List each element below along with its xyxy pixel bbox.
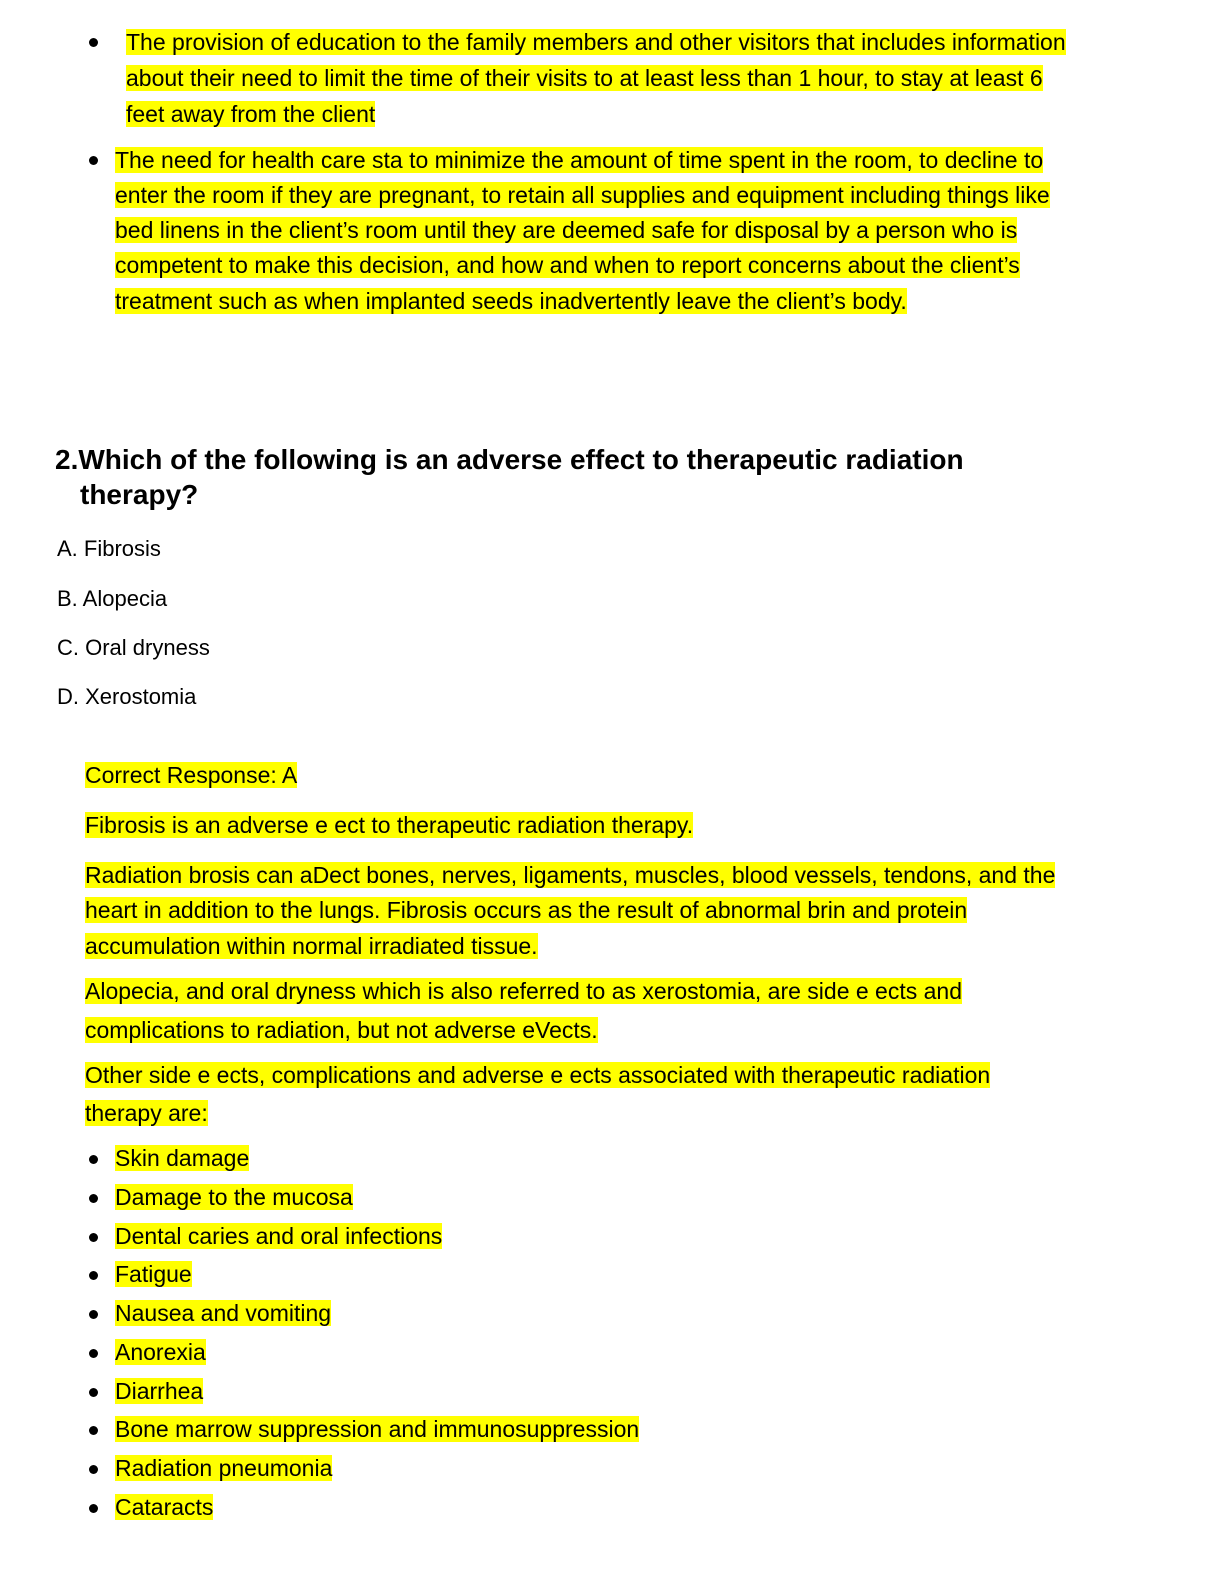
bullet-dot (89, 1465, 98, 1474)
list-item: Bone marrow suppression and immunosuppression (115, 1416, 640, 1442)
bullet-dot (89, 1310, 98, 1319)
option-d: D. Xerostomia (57, 684, 197, 709)
bullet-dot (89, 38, 98, 47)
answer-paragraph: Other side e ects, complications and adverse e ects associated with therapeutic radiation (85, 1062, 991, 1088)
question-text: Which of the following is an adverse effect to therapeutic radiation (78, 444, 964, 475)
bullet-dot (89, 1271, 98, 1280)
text-line: feet away from the client (126, 101, 376, 127)
list-item: Diarrhea (115, 1378, 204, 1404)
list-item: Radiation pneumonia (115, 1455, 333, 1481)
correct-response: Correct Response: A (85, 762, 298, 788)
question-number: 2. (55, 444, 79, 475)
option-b: B. Alopecia (57, 586, 168, 611)
option-a: A. Fibrosis (57, 536, 161, 561)
answer-paragraph: Fibrosis is an adverse e ect to therapeutic radiation therapy. (85, 812, 694, 838)
bullet-dot (89, 1194, 98, 1203)
bullet-dot (89, 1388, 98, 1397)
answer-paragraph: Alopecia, and oral dryness which is also referred to as xerostomia, are side e ects and (85, 978, 962, 1004)
answer-paragraph: therapy are: (85, 1100, 208, 1126)
list-item: Damage to the mucosa (115, 1184, 353, 1210)
text-line: enter the room if they are pregnant, to retain all supplies and equipment including things like (115, 182, 1050, 208)
text-line: about their need to limit the time of their visits to at least less than 1 hour, to stay at least 6 (126, 65, 1043, 91)
answer-paragraph: accumulation within normal irradiated tissue. (85, 933, 538, 959)
question-heading (55, 443, 964, 477)
list-item: Skin damage (115, 1145, 250, 1171)
bullet-dot (89, 1155, 98, 1164)
text-line: The need for health care sta to minimize the amount of time spent in the room, to decline to (115, 147, 1044, 173)
question-text: therapy? (80, 479, 199, 510)
answer-paragraph: heart in addition to the lungs. Fibrosis occurs as the result of abnormal brin and protein (85, 897, 968, 923)
text-line: bed linens in the client’s room until they are deemed safe for disposal by a person who is (115, 217, 1018, 243)
bullet-dot (89, 1504, 98, 1513)
answer-paragraph: complications to radiation, but not adverse eVects. (85, 1017, 598, 1043)
bullet-dot (89, 1349, 98, 1358)
list-item: Dental caries and oral infections (115, 1223, 443, 1249)
list-item: Nausea and vomiting (115, 1300, 332, 1326)
bullet-dot (89, 1426, 98, 1435)
bullet-dot (89, 156, 98, 165)
option-c: C. Oral dryness (57, 635, 210, 660)
text-line: treatment such as when implanted seeds inadvertently leave the client’s body. (115, 288, 907, 314)
question-heading-continued (80, 478, 198, 512)
list-item: Cataracts (115, 1494, 214, 1520)
text-line: competent to make this decision, and how and when to report concerns about the client’s (115, 252, 1020, 278)
list-item: Anorexia (115, 1339, 206, 1365)
list-item: Fatigue (115, 1261, 192, 1287)
answer-paragraph: Radiation brosis can aDect bones, nerves, ligaments, muscles, blood vessels, tendons, and the (85, 862, 1056, 888)
bullet-dot (89, 1233, 98, 1242)
text-line: The provision of education to the family members and other visitors that includes information (126, 29, 1066, 55)
